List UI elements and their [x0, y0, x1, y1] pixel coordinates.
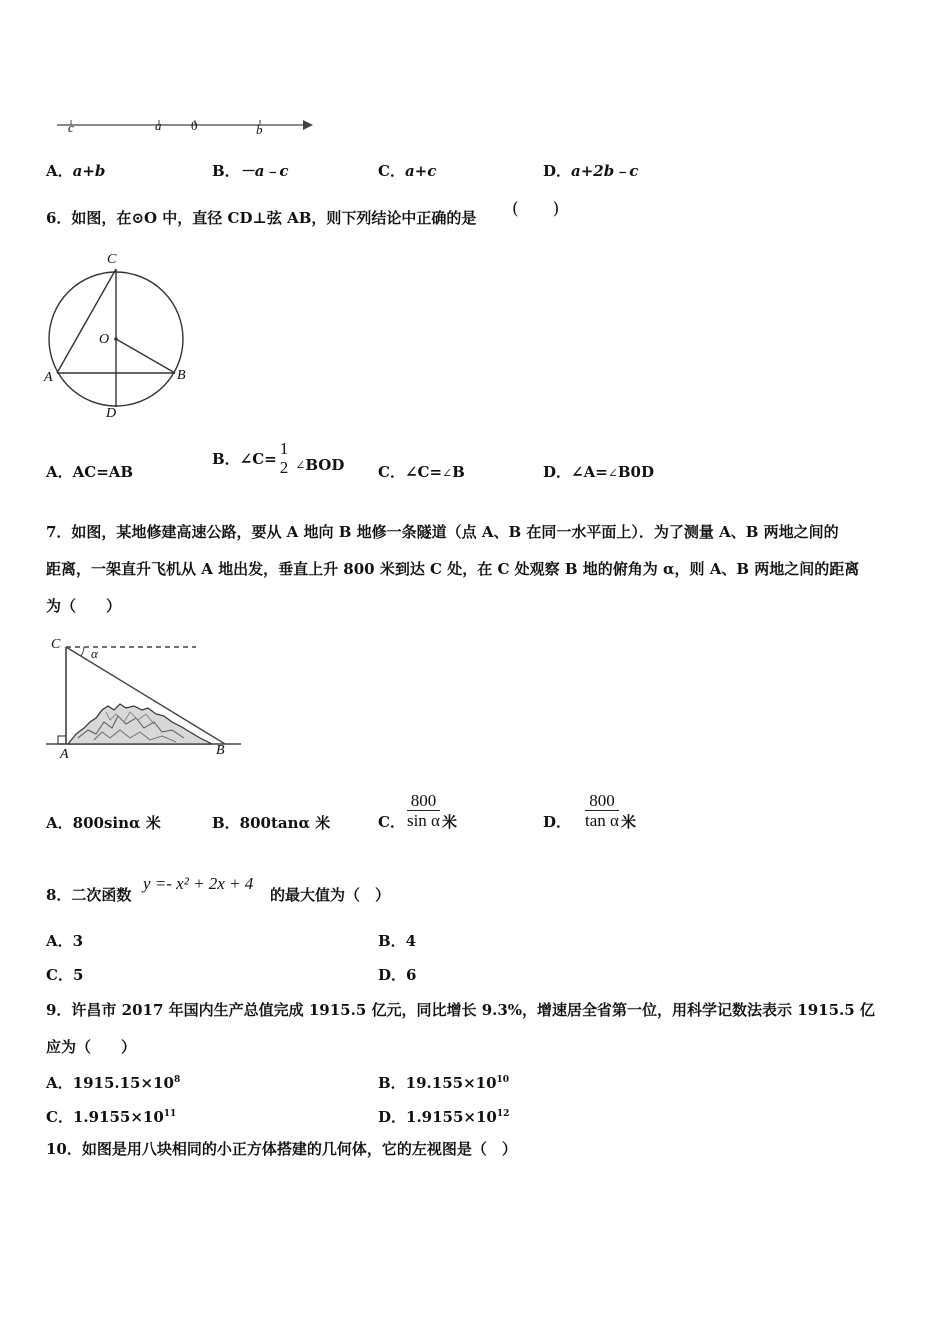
triangle-label-b: B — [216, 743, 225, 758]
q7-option-c: C． $\frac{800}{\text{sin α}}$ 米 — [378, 790, 457, 831]
q7-line-3: 为（ ） — [46, 597, 122, 615]
q7-line-1: 7．如图，某地修建高速公路，要从 A 地向 B 地修一条隧道（点 A、B 在同一水平面上）．为了测量 A、B 两地之间的 — [46, 523, 839, 541]
fraction-numerator: 800 — [589, 790, 615, 810]
numberline-label-a: a — [155, 118, 162, 133]
number-line-figure — [55, 112, 320, 142]
q6-option-b: B．∠C= 1 2 ∠ BOD — [212, 439, 345, 477]
q7-option-d: D． $\frac{800}{\text{tan α}}$ 米 — [543, 790, 636, 831]
numberline-label-c: c — [68, 120, 74, 135]
q7-option-a: A．800sinα 米 — [46, 814, 161, 832]
circle-label-b: B — [177, 368, 186, 383]
fraction-numerator: 800 — [410, 790, 437, 810]
numberline-label-0: 0 — [191, 118, 198, 133]
q8-option-a: A．3 — [46, 932, 84, 950]
circle-label-c: C — [107, 252, 117, 267]
q5-option-b: B．－a﹣c — [212, 162, 289, 180]
q9-line-2: 应为（ ） — [46, 1038, 137, 1056]
q6-paren: ( ) — [512, 199, 560, 219]
fraction-denominator: tan α — [585, 810, 619, 830]
q8-option-d: D．6 — [378, 966, 417, 984]
q9-option-b: B．$19.155\times 10^{10}$ — [378, 1074, 510, 1092]
triangle-label-c: C — [51, 637, 61, 652]
fraction-denominator: sin α — [406, 810, 440, 830]
triangle-label-alpha: α — [91, 646, 98, 661]
q6-option-a: A．AC=AB — [46, 463, 134, 481]
triangle-label-a: A — [60, 747, 69, 762]
circle-label-d: D — [106, 406, 117, 421]
circle-label-o: O — [99, 332, 110, 347]
q9-option-d: D．$1.9155\times 10^{12}$ — [378, 1108, 510, 1126]
q10-stem: 10．如图是用八块相同的小正方体搭建的几何体，它的左视图是（ ） — [46, 1140, 517, 1158]
q7-line-2: 距离，一架直升飞机从 A 地出发，垂直上升 800 米到达 C 处，在 C 处观察 B 地的俯角为 α，则 A、B 两地之间的距离 — [46, 560, 860, 578]
q8-option-c: C．5 — [46, 966, 84, 984]
q8-equation: y =- x² + 2x + 4 — [143, 874, 254, 893]
q7-option-b: B．800tanα 米 — [212, 814, 331, 832]
q5-option-c: C．a+c — [378, 162, 437, 180]
q5-option-a: A．a+b — [46, 162, 106, 180]
numberline-label-b: b — [256, 122, 263, 137]
q8-option-b: B．4 — [378, 932, 417, 950]
fraction-numerator: 1 — [279, 439, 289, 458]
q9-option-c: C．$1.9155\times 10^{11}$ — [46, 1108, 177, 1126]
fraction-denominator: 2 — [279, 458, 289, 477]
q9-option-a: A．$1915.15\times 10^8$ — [46, 1074, 181, 1092]
circle-figure — [42, 255, 192, 420]
q8-stem: 8．二次函数 — [46, 886, 132, 904]
helicopter-triangle-figure — [44, 638, 244, 763]
q6-option-d: D．∠A=∠B0D — [543, 463, 654, 481]
q8-stem-suffix: 的最大值为（ ） — [270, 886, 391, 904]
q5-option-d: D．a+2b﹣c — [543, 162, 639, 180]
q6-stem: 6．如图，在⊙O 中，直径 CD⊥弦 AB，则下列结论中正确的是 — [46, 209, 477, 227]
q9-line-1: 9．许昌市 2017 年国内生产总值完成 1915.5 亿元，同比增长 9.3%，增速居全省第一位，用科学记数法表示 1915.5 亿 — [46, 1001, 875, 1019]
circle-label-a: A — [44, 370, 53, 385]
q6-option-c: C．∠C=∠B — [378, 463, 465, 481]
